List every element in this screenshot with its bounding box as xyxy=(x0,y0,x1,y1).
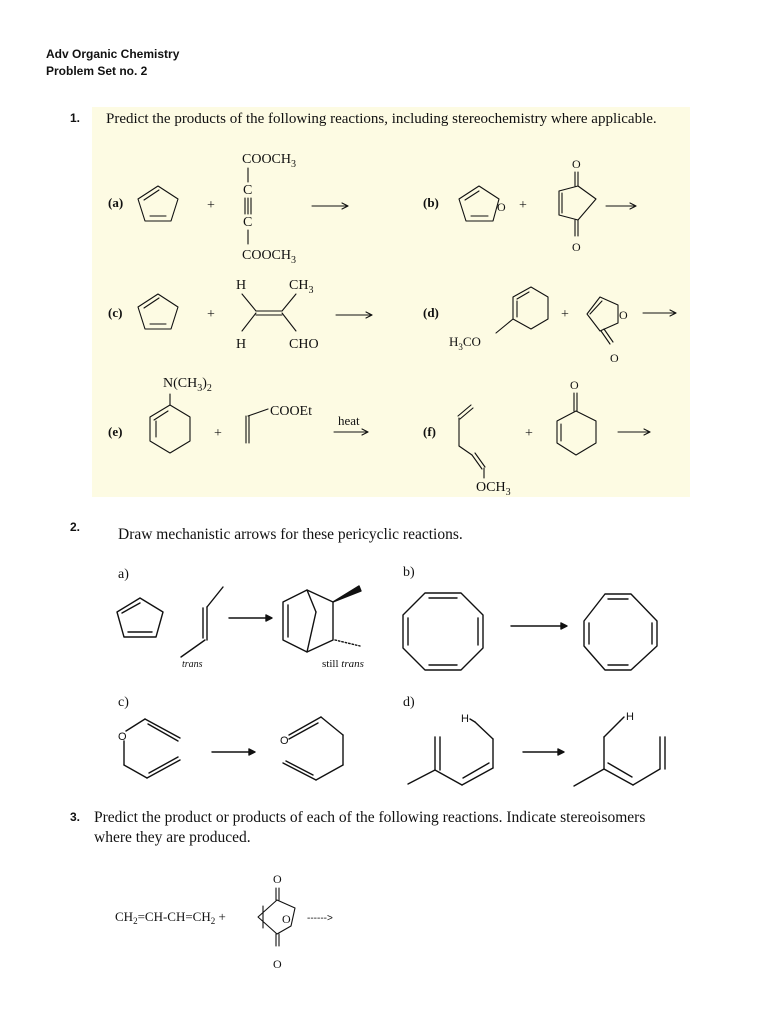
question-2-prompt: Draw mechanistic arrows for these pericyclic reactions. xyxy=(118,526,463,543)
carbon-1-1a: C xyxy=(243,183,253,198)
plus-1f: + xyxy=(525,426,533,441)
question-3-line-1: Predict the product or products of each of the following reactions. Indicate stereoisomers xyxy=(94,809,646,826)
ester-bottom-1a: $COOCH_3$ xyxy=(242,248,297,266)
ester-1e: COOEt xyxy=(270,404,312,419)
problem-set-title: Problem Set no. 2 xyxy=(46,64,148,78)
aldehyde-1c: CHO xyxy=(289,337,319,352)
trans-diene-2a xyxy=(181,587,223,670)
methoxy-1d: $H_3CO$ xyxy=(449,334,481,352)
plus-1c: + xyxy=(207,307,215,322)
label-2a: a) xyxy=(118,567,129,582)
arrow-2b xyxy=(511,623,567,629)
cyclopentadiene-molecule xyxy=(138,186,178,221)
arrow-2c xyxy=(212,749,255,755)
diene-product-2d xyxy=(574,711,665,786)
label-1f: (f) xyxy=(423,424,436,439)
reaction-2c xyxy=(118,695,343,780)
arrow-1d xyxy=(643,310,676,316)
cyclopentenedione-molecule xyxy=(559,157,596,254)
plus-1b: + xyxy=(519,198,527,213)
carbon-2-1a: C xyxy=(243,215,253,230)
label-1c: (c) xyxy=(108,305,123,320)
heat-label-1e: heat xyxy=(338,413,360,428)
arrow-2a xyxy=(229,615,272,621)
label-2c: c) xyxy=(118,695,129,710)
methoxy-1f: $OCH_3$ xyxy=(476,480,511,498)
arrow-1a xyxy=(312,203,348,209)
methoxy-cyclohexadiene-molecule xyxy=(449,287,548,352)
hydrogen-bottom-1c: H xyxy=(236,337,247,352)
carbonyl-oxygen-1f: O xyxy=(570,378,579,392)
still-label-2a: still trans xyxy=(322,658,364,670)
crotonaldehyde-molecule xyxy=(236,278,319,352)
arrow-1b xyxy=(606,203,636,209)
dimethylamino-1e: $N(CH_3)_2$ xyxy=(163,376,212,394)
dimethyl-acetylenedicarboxylate-molecule xyxy=(242,152,296,266)
plus-1a: + xyxy=(207,198,215,213)
label-1e: (e) xyxy=(108,424,123,439)
reaction-2d xyxy=(403,695,665,786)
bicyclic-product-2b xyxy=(584,594,657,670)
cyclohexenone-molecule xyxy=(557,378,596,455)
label-2d: d) xyxy=(403,695,415,710)
trans-label-2a: trans xyxy=(182,659,203,670)
oxygen-top-3: O xyxy=(273,872,282,886)
reaction-1d xyxy=(423,287,676,365)
ring-oxygen-1d: O xyxy=(619,308,628,322)
maleic-anhydride-molecule-3 xyxy=(258,872,295,971)
dimethylamino-diene-molecule xyxy=(150,376,212,453)
butadiene-formula: $CH_2=CH-CH=CH_2$ + xyxy=(115,909,226,926)
course-title: Adv Organic Chemistry xyxy=(46,47,180,61)
ring-oxygen-3: O xyxy=(282,912,291,926)
furan-oxygen: O xyxy=(497,200,506,214)
oxygen-bottom-1b: O xyxy=(572,240,581,254)
arrow-1c xyxy=(336,312,372,318)
ether-oxygen-2c: O xyxy=(118,731,127,743)
norbornene-product-2a xyxy=(283,586,364,670)
plus-1e: + xyxy=(214,426,222,441)
hydrogen-top-1c: H xyxy=(236,278,247,293)
aldehyde-product-2c xyxy=(280,717,343,780)
carbonyl-oxygen-1d: O xyxy=(610,351,619,365)
arrow-1e xyxy=(334,413,368,435)
question-2-number: 2. xyxy=(70,520,81,534)
oxygen-bottom-3: O xyxy=(273,957,282,971)
reaction-3 xyxy=(115,872,333,971)
plus-1d: + xyxy=(561,307,569,322)
question-3-line-2: where they are produced. xyxy=(94,829,251,846)
question-1-number: 1. xyxy=(70,111,81,125)
hydrogen-2d-2: H xyxy=(626,711,634,723)
furan-molecule xyxy=(459,186,506,221)
label-1a: (a) xyxy=(108,195,124,210)
reaction-1c xyxy=(108,278,372,352)
ethyl-acrylate-molecule xyxy=(246,404,312,443)
reaction-1a xyxy=(108,152,348,266)
carbonyl-oxygen-2c: O xyxy=(280,735,289,747)
label-1b: (b) xyxy=(423,195,439,210)
arrow-2d xyxy=(523,749,564,755)
maleic-anhydride-molecule-d xyxy=(587,297,628,365)
methoxy-diene-molecule xyxy=(458,405,511,498)
reaction-2b xyxy=(403,565,657,670)
reaction-1e xyxy=(108,376,368,453)
oxygen-top-1b: O xyxy=(572,157,581,171)
label-2b: b) xyxy=(403,565,415,580)
methyl-1c: $CH_3$ xyxy=(289,278,314,296)
reaction-2a xyxy=(117,567,364,670)
question-3-number: 3. xyxy=(70,810,81,824)
hydrogen-2d-1: H xyxy=(461,713,469,725)
allyl-vinyl-ether-2c xyxy=(118,719,180,778)
question-1-prompt: Predict the products of the following reactions, including stereochemistry where applicable. xyxy=(106,111,657,127)
cyclooctatetraene-2b xyxy=(403,593,483,670)
reaction-1b xyxy=(423,157,636,254)
ester-top-1a: $COOCH_3$ xyxy=(242,152,297,170)
diene-reactant-2d xyxy=(408,713,493,785)
reaction-1f xyxy=(423,378,650,498)
dashed-arrow-3: ------> xyxy=(307,913,333,924)
cyclopentadiene-molecule-c xyxy=(138,294,178,329)
cyclopentadiene-2a xyxy=(117,598,163,637)
arrow-1f xyxy=(618,429,650,435)
label-1d: (d) xyxy=(423,305,439,320)
